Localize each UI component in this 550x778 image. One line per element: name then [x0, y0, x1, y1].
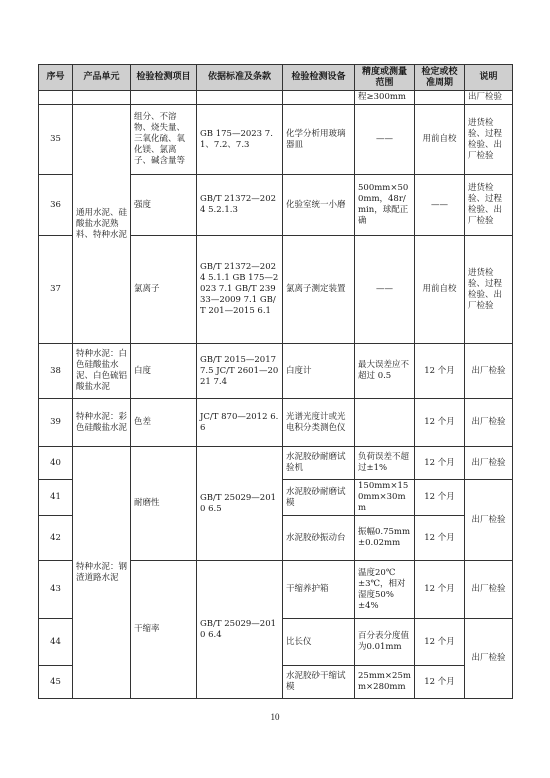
- row-number: 42: [39, 516, 73, 561]
- header-cell: 精度或测量范围: [355, 65, 415, 91]
- row-number: 45: [39, 666, 73, 699]
- item-cell: 色差: [131, 399, 197, 447]
- header-cell: 检定或校准周期: [415, 65, 465, 91]
- product-unit-cell: 特种水泥：彩色硅酸盐水泥: [73, 399, 131, 447]
- equipment-cell: 氯离子测定装置: [283, 236, 355, 344]
- cycle-cell: 12 个月: [415, 399, 465, 447]
- equipment-cell: 水泥胶砂振动台: [283, 516, 355, 561]
- table-row: [39, 344, 513, 399]
- row-number: 41: [39, 480, 73, 516]
- row-number: 38: [39, 344, 73, 399]
- range-cell: 振幅0.75mm±0.02mm: [355, 516, 415, 561]
- equipment-cell: 水泥胶砂耐磨试验机: [283, 447, 355, 480]
- equipment-cell: 光谱光度计或光电积分类测色仪: [283, 399, 355, 447]
- item-cell: 强度: [131, 175, 197, 236]
- note-cell: 出厂检验: [465, 619, 513, 699]
- page-number: 10: [270, 712, 280, 722]
- range-cell: 500mm×500mm，48r/min，球配正确: [355, 175, 415, 236]
- equipment-cell: 化验室统一小磨: [283, 175, 355, 236]
- range-cell: 25mm×25mm×280mm: [355, 666, 415, 699]
- header-cell: 检验检测设备: [283, 65, 355, 91]
- item-cell: 耐磨性: [131, 447, 197, 561]
- row-number: 35: [39, 105, 73, 175]
- note-cell: 进货检验、过程检验、出厂检验: [465, 175, 513, 236]
- note-cell: 出厂检验: [465, 447, 513, 480]
- header-cell: 说明: [465, 65, 513, 91]
- cycle-cell: 12 个月: [415, 561, 465, 619]
- equipment-cell: 比长仪: [283, 619, 355, 666]
- item-cell: 氯离子: [131, 236, 197, 344]
- standard-cell: GB/T 25029—2010 6.4: [197, 561, 283, 699]
- row-number: 40: [39, 447, 73, 480]
- row-number: 36: [39, 175, 73, 236]
- range-cell: 程≥300mm: [355, 91, 415, 105]
- cycle-cell: 12 个月: [415, 344, 465, 399]
- equipment-cell: 白度计: [283, 344, 355, 399]
- cycle-cell: 12 个月: [415, 447, 465, 480]
- row-number: 43: [39, 561, 73, 619]
- standard-cell: JC/T 870—2012 6.6: [197, 399, 283, 447]
- product-unit-cell: 特种水泥：钢渣道路水泥: [73, 447, 131, 699]
- cycle-cell: 用前自校: [415, 105, 465, 175]
- row-number: 39: [39, 399, 73, 447]
- note-cell: 出厂检验: [465, 480, 513, 561]
- range-cell: 最大误差应不超过 0.5: [355, 344, 415, 399]
- note-cell: 出厂检验: [465, 344, 513, 399]
- cycle-cell: 12 个月: [415, 666, 465, 699]
- header-cell: 检验检测项目: [131, 65, 197, 91]
- note-cell: 进货检验、过程检验、出厂检验: [465, 236, 513, 344]
- standard-cell: GB/T 2015—2017 7.5 JC/T 2601—2021 7.4: [197, 344, 283, 399]
- note-cell: 出厂检验: [465, 399, 513, 447]
- header-cell: 依据标准及条款: [197, 65, 283, 91]
- table-row: [39, 399, 513, 447]
- item-cell: 干缩率: [131, 561, 197, 699]
- table-row: [39, 447, 513, 480]
- header-row: [39, 65, 513, 91]
- header-cell: 序号: [39, 65, 73, 91]
- range-cell: ——: [355, 236, 415, 344]
- range-cell: 150mm×150mm×30mm: [355, 480, 415, 516]
- item-cell: 组分、不溶物、烧失量、三氧化硫、氧化镁、氯离子、碱含量等: [131, 105, 197, 175]
- header-cell: 产品单元: [73, 65, 131, 91]
- item-cell: 白度: [131, 344, 197, 399]
- cycle-cell: 12 个月: [415, 516, 465, 561]
- range-cell: 负荷误差不超过±1%: [355, 447, 415, 480]
- range-cell: 温度20℃±3℃，相对湿度50%±4%: [355, 561, 415, 619]
- equipment-cell: 干缩养护箱: [283, 561, 355, 619]
- equipment-cell: 水泥胶砂耐磨试模: [283, 480, 355, 516]
- standard-cell: GB/T 21372—2024 5.1.1 GB 175—2023 7.1 GB/T 23933—2009 7.1 GB/T 201—2015 6.1: [197, 236, 283, 344]
- cycle-cell: 用前自校: [415, 236, 465, 344]
- equipment-cell: 水泥胶砂干缩试模: [283, 666, 355, 699]
- standard-cell: GB/T 25029—2010 6.5: [197, 447, 283, 561]
- range-cell: 百分表分度值为0.01mm: [355, 619, 415, 666]
- note-cell: 进货检验、过程检验、出厂检验: [465, 105, 513, 175]
- cycle-cell: 12 个月: [415, 480, 465, 516]
- table-row: [39, 91, 513, 105]
- range-cell: [355, 399, 415, 447]
- product-unit-cell: 通用水泥、硅酸盐水泥熟料、特种水泥: [73, 105, 131, 344]
- product-unit-cell: 特种水泥：白色硅酸盐水泥、白色硫铝酸盐水泥: [73, 344, 131, 399]
- cycle-cell: ——: [415, 175, 465, 236]
- table-row: [39, 105, 513, 175]
- standard-cell: GB 175—2023 7.1、7.2、7.3: [197, 105, 283, 175]
- equipment-cell: 化学分析用玻璃器皿: [283, 105, 355, 175]
- row-number: 37: [39, 236, 73, 344]
- inspection-table: [38, 64, 513, 699]
- note-cell: 出厂检验: [465, 561, 513, 619]
- standard-cell: GB/T 21372—2024 5.2.1.3: [197, 175, 283, 236]
- range-cell: ——: [355, 105, 415, 175]
- note-cell: 出厂检验: [465, 91, 513, 105]
- row-number: 44: [39, 619, 73, 666]
- cycle-cell: 12 个月: [415, 619, 465, 666]
